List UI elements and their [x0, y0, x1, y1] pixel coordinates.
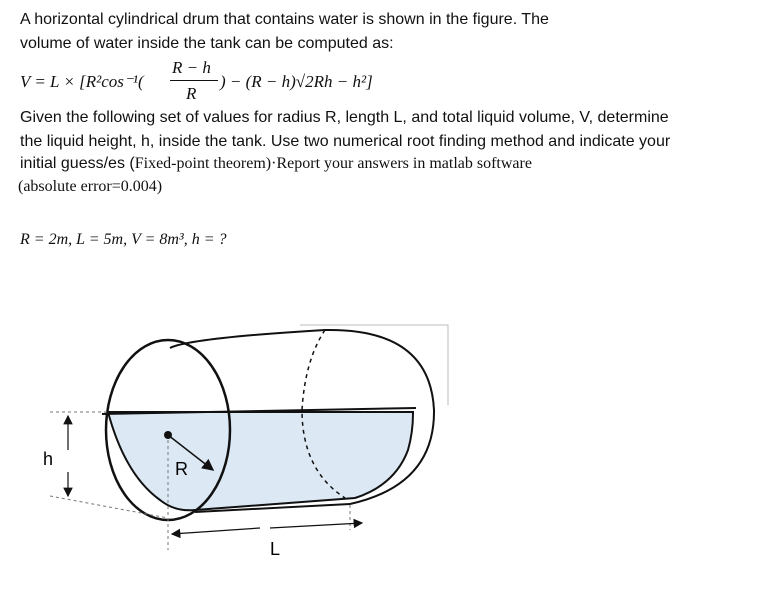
label-h: h: [43, 449, 54, 469]
given-values: R = 2m, L = 5m, V = 8m³, h = ?: [20, 231, 227, 248]
formula-rhs: ) − (R − h)√2Rh − h²]: [220, 72, 373, 91]
formula-fraction-bar: [170, 80, 218, 81]
formula-lhs: V = L × [R²cos⁻¹(: [20, 72, 144, 91]
label-R: R: [175, 459, 188, 479]
cylinder-figure: [30, 300, 460, 570]
h-dim-bottom-ext: [50, 496, 168, 518]
intro-line-2: volume of water inside the tank can be computed as:: [20, 35, 394, 52]
water-region: [108, 412, 413, 510]
L-dim-arrow-right: [270, 523, 362, 528]
question-line-2: the liquid height, h, inside the tank. Use two numerical root finding method and indicate your: [20, 133, 671, 150]
L-dim-arrow-left: [172, 528, 260, 534]
label-L: L: [270, 539, 281, 559]
back-frame-line: [300, 325, 448, 405]
question-line-1: Given the following set of values for radius R, length L, and total liquid volume, V, determine: [20, 109, 669, 126]
formula-numerator: R − h: [172, 58, 211, 77]
question-line-3: [20, 154, 532, 174]
volume-formula: [20, 58, 440, 110]
question-line-3b: Fixed-point theorem)·Report your answers in matlab software: [134, 155, 532, 172]
intro-line-1: A horizontal cylindrical drum that contains water is shown in the figure. The: [20, 11, 549, 28]
cylinder-top-edge: [170, 330, 325, 348]
question-line-3a: initial guess/es (: [20, 155, 135, 172]
question-line-4: (absolute error=0.004): [18, 178, 163, 195]
formula-denominator: R: [186, 84, 197, 103]
